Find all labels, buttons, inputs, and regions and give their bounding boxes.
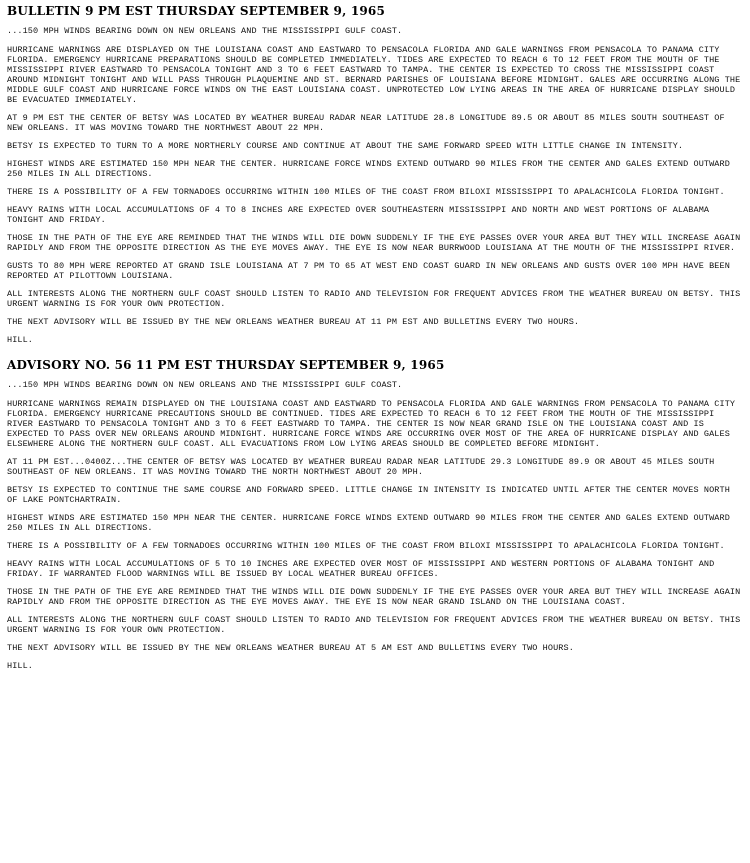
advisory-next-advisory: THE NEXT ADVISORY WILL BE ISSUED BY THE NEW ORLEANS WEATHER BUREAU AT 5 AM EST AND BULLETINS EVERY TWO HOURS. — [7, 643, 574, 653]
advisory-summary: ...150 MPH WINDS BEARING DOWN ON NEW ORLEANS AND THE MISSISSIPPI GULF COAST. — [7, 380, 403, 390]
advisory-winds: HIGHEST WINDS ARE ESTIMATED 150 MPH NEAR THE CENTER. HURRICANE FORCE WINDS EXTEND OUTWARD 90 MILES FROM THE CENTER AND GALES EXTEND OUTWARD 250 MILES IN ALL DIRECTIONS. — [7, 513, 730, 533]
bulletin-position: AT 9 PM EST THE CENTER OF BETSY WAS LOCATED BY WEATHER BUREAU RADAR NEAR LATITUDE 28.8 LONGITUDE 89.5 OR ABOUT 85 MILES SOUTH SOUTHEAST OF NEW ORLEANS. IT WAS MOVING TOWARD THE NORTHWEST ABOUT 22 MPH. — [7, 113, 725, 133]
advisory-heading: ADVISORY NO. 56 11 PM EST THURSDAY SEPTEMBER 9, 1965 — [7, 358, 445, 372]
advisory-signature: HILL. — [7, 661, 34, 671]
advisory-section — [7, 358, 742, 671]
bulletin-warnings: HURRICANE WARNINGS ARE DISPLAYED ON THE LOUISIANA COAST AND EASTWARD TO PENSACOLA FLORIDA AND GALE WARNINGS FROM PENSACOLA TO PANAMA CITY FLORIDA. EMERGENCY HURRICANE PREPARATIONS SHOULD BE COMPLETED IMMEDIATELY. TIDES ARE EXPECTED TO REACH 6 TO 12 FEET FROM THE MOUTH OF THE MISSISSIPPI RIVER EASTWARD TO PENSACOLA TONIGHT AND 3 TO 6 FEET EASTWARD TO TAMPA. THE CENTER IS EXPECTED TO CROSS THE MISSISSIPPI COAST AROUND MIDNIGHT TONIGHT AND WILL PASS THROUGH PLAQUEMINE AND ST. BERNARD PARISHES OF LOUISIANA BEFORE MIDNIGHT. GALES ARE OCCURRING ALONG THE MIDDLE GULF COAST AND HURRICANE FORCE WINDS ON THE EAST LOUISIANA COAST. UNPROTECTED LOW LYING AREAS IN THE AREA OF HURRICANE DISPLAY SHOULD BE EVACUATED IMMEDIATELY. — [7, 45, 741, 105]
bulletin-eye-warning: THOSE IN THE PATH OF THE EYE ARE REMINDED THAT THE WINDS WILL DIE DOWN SUDDENLY IF THE EYE PASSES OVER YOUR AREA BUT THEY WILL INCREASE AGAIN RAPIDLY AND FROM THE OPPOSITE DIRECTION AS THE EYE MOVES AWAY. THE EYE IS NOW NEAR BURRWOOD LOUISIANA AT THE MOUTH OF THE MISSISSIPPI RIVER. — [7, 233, 741, 253]
bulletin-gusts: GUSTS TO 80 MPH WERE REPORTED AT GRAND ISLE LOUISIANA AT 7 PM TO 65 AT WEST END COAST GUARD IN NEW ORLEANS AND GUSTS OVER 100 MPH HAVE BEEN REPORTED AT PILOTTOWN LOUISIANA. — [7, 261, 730, 281]
advisory-forecast: BETSY IS EXPECTED TO CONTINUE THE SAME COURSE AND FORWARD SPEED. LITTLE CHANGE IN INTENSITY IS INDICATED UNTIL AFTER THE CENTER MOVES NORTH OF LAKE PONTCHARTRAIN. — [7, 485, 730, 505]
bulletin-section — [7, 4, 742, 345]
bulletin-winds: HIGHEST WINDS ARE ESTIMATED 150 MPH NEAR THE CENTER. HURRICANE FORCE WINDS EXTEND OUTWARD 90 MILES FROM THE CENTER AND GALES EXTEND OUTWARD 250 MILES IN ALL DIRECTIONS. — [7, 159, 730, 179]
advisory-position: AT 11 PM EST...0400Z...THE CENTER OF BETSY WAS LOCATED BY WEATHER BUREAU RADAR NEAR LATITUDE 29.3 LONGITUDE 89.9 OR ABOUT 45 MILES SOUTH SOUTHEAST OF NEW ORLEANS. IT WAS MOVING TOWARD THE NORTH NORTHWEST ABOUT 20 MPH. — [7, 457, 715, 477]
advisory-rains: HEAVY RAINS WITH LOCAL ACCUMULATIONS OF 5 TO 10 INCHES ARE EXPECTED OVER MOST OF MISSISSIPPI AND WESTERN PORTIONS OF ALABAMA TONIGHT AND FRIDAY. IF WARRANTED FLOOD WARNINGS WILL BE ISSUED BY LOCAL WEATHER BUREAU OFFICES. — [7, 559, 715, 579]
bulletin-tornadoes: THERE IS A POSSIBILITY OF A FEW TORNADOES OCCURRING WITHIN 100 MILES OF THE COAST FROM BILOXI MISSISSIPPI TO APALACHICOLA FLORIDA TONIGHT. — [7, 187, 725, 197]
bulletin-forecast: BETSY IS EXPECTED TO TURN TO A MORE NORTHERLY COURSE AND CONTINUE AT ABOUT THE SAME FORWARD SPEED WITH LITTLE CHANGE IN INTENSITY. — [7, 141, 684, 151]
bulletin-next-advisory: THE NEXT ADVISORY WILL BE ISSUED BY THE NEW ORLEANS WEATHER BUREAU AT 11 PM EST AND BULLETINS EVERY TWO HOURS. — [7, 317, 580, 327]
bulletin-rains: HEAVY RAINS WITH LOCAL ACCUMULATIONS OF 4 TO 8 INCHES ARE EXPECTED OVER SOUTHEASTERN MISSISSIPPI AND NORTH AND WEST PORTIONS OF ALABAMA TONIGHT AND FRIDAY. — [7, 205, 710, 225]
bulletin-signature: HILL. — [7, 335, 34, 345]
advisory-interests: ALL INTERESTS ALONG THE NORTHERN GULF COAST SHOULD LISTEN TO RADIO AND TELEVISION FOR FREQUENT ADVICES FROM THE WEATHER BUREAU ON BETSY. THIS URGENT WARNING IS FOR YOUR OWN PROTECTION. — [7, 615, 741, 635]
advisory-tornadoes: THERE IS A POSSIBILITY OF A FEW TORNADOES OCCURRING WITHIN 100 MILES OF THE COAST FROM BILOXI MISSISSIPPI TO APALACHICOLA FLORIDA TONIGHT. — [7, 541, 725, 551]
bulletin-interests: ALL INTERESTS ALONG THE NORTHERN GULF COAST SHOULD LISTEN TO RADIO AND TELEVISION FOR FREQUENT ADVICES FROM THE WEATHER BUREAU ON BETSY. THIS URGENT WARNING IS FOR YOUR OWN PROTECTION. — [7, 289, 741, 309]
bulletin-heading: BULLETIN 9 PM EST THURSDAY SEPTEMBER 9, 1965 — [7, 4, 386, 18]
advisory-warnings: HURRICANE WARNINGS REMAIN DISPLAYED ON THE LOUISIANA COAST AND EASTWARD TO PENSACOLA FLORIDA AND GALE WARNINGS FROM PENSACOLA TO PANAMA CITY FLORIDA. EMERGENCY HURRICANE PRECAUTIONS SHOULD BE CONTINUED. TIDES ARE EXPECTED TO REACH 6 TO 12 FEET FROM THE MOUTH OF THE MISSISSIPPI RIVER EASTWARD TO PENSACOLA TONIGHT AND 3 TO 6 FEET EASTWARD TO TAMPA. THE CENTER IS NOW NEAR GRAND ISLE ON THE LOUISIANA COAST AND IS EXPECTED TO PASS OVER NEW ORLEANS AROUND MIDNIGHT. HURRICANE FORCE WINDS ARE OCCURRING OVER MOST OF THE AREA OF HURRICANE DISPLAY AND GALES ELSEWHERE ALONG THE NORTHERN GULF COAST. ALL EVACUATIONS FROM LOW LYING AREAS SHOULD BE COMPLETED BEFORE MIDNIGHT. — [7, 399, 736, 449]
advisory-eye-warning: THOSE IN THE PATH OF THE EYE ARE REMINDED THAT THE WINDS WILL DIE DOWN SUDDENLY IF THE EYE PASSES OVER YOUR AREA BUT THEY WILL INCREASE AGAIN RAPIDLY AND FROM THE OPPOSITE DIRECTION AS THE EYE MOVES AWAY. THE EYE IS NOW NEAR GRAND ISLAND ON THE LOUISIANA COAST. — [7, 587, 741, 607]
bulletin-summary: ...150 MPH WINDS BEARING DOWN ON NEW ORLEANS AND THE MISSISSIPPI GULF COAST. — [7, 26, 403, 36]
